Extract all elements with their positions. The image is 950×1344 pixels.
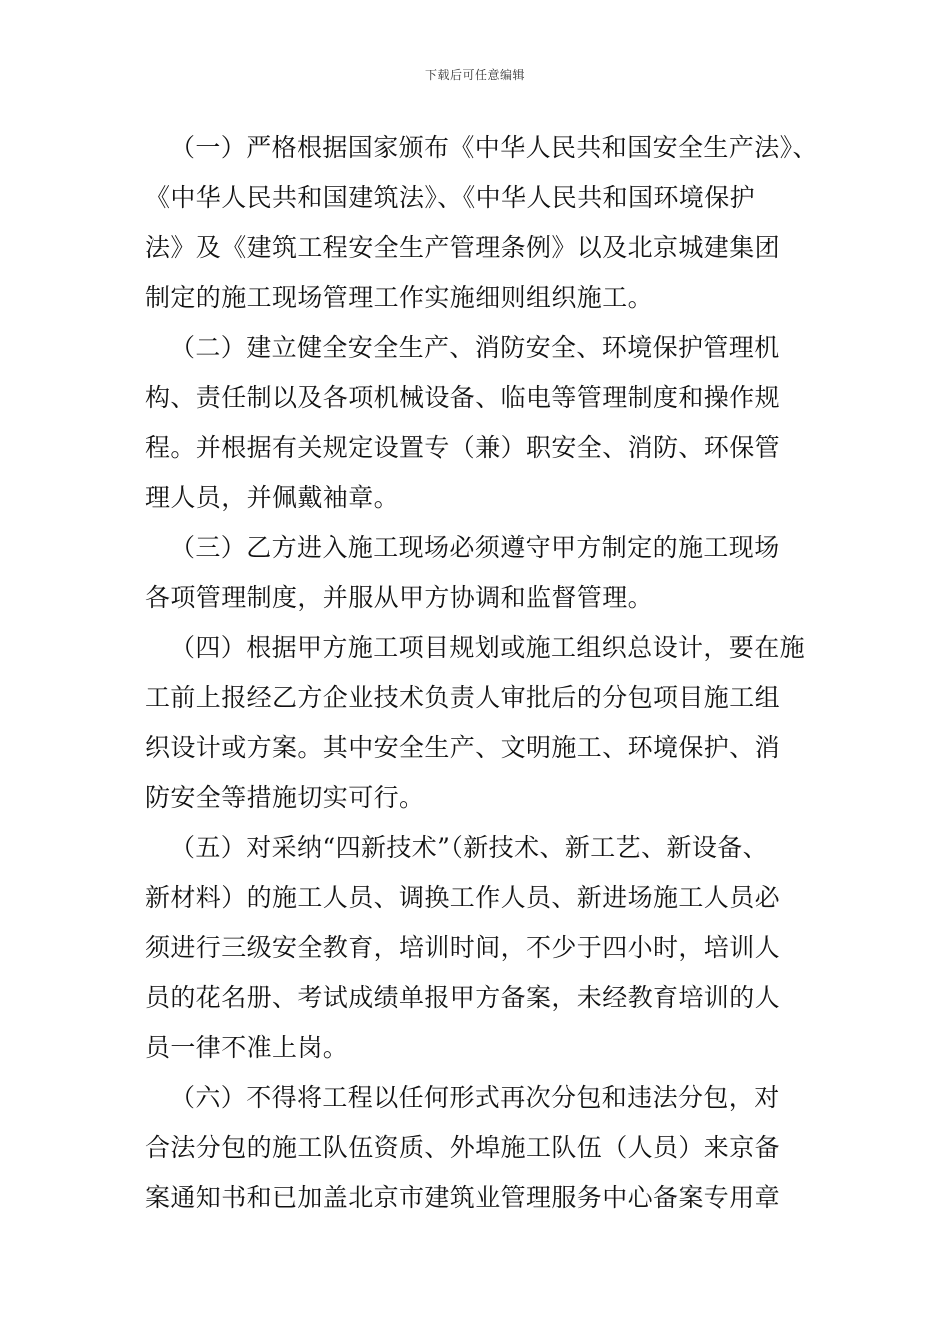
- body-line: 工前上报经乙方企业技术负责人审批后的分包项目施工组: [145, 683, 781, 712]
- body-line: 新材料）的施工人员、调换工作人员、新进场施工人员必: [145, 883, 781, 912]
- body-line: （三）乙方进入施工现场必须遵守甲方制定的施工现场: [170, 533, 780, 562]
- body-line: （二）建立健全安全生产、消防安全、环境保护管理机: [170, 333, 780, 362]
- body-line: 理人员，并佩戴袖章。: [145, 483, 400, 512]
- body-line: （一）严格根据国家颁布《中华人民共和国安全生产法》、: [170, 133, 818, 162]
- body-line: （五）对采纳“四新技术”（新技术、新工艺、新设备、: [170, 833, 769, 862]
- body-line: （六）不得将工程以任何形式再次分包和违法分包，对: [170, 1083, 780, 1112]
- body-line: 制定的施工现场管理工作实施细则组织施工。: [145, 283, 654, 312]
- body-line: 程。并根据有关规定设置专（兼）职安全、消防、环保管: [145, 433, 781, 462]
- body-line: 合法分包的施工队伍资质、外埠施工队伍（人员）来京备: [145, 1133, 781, 1162]
- body-line: 《中华人民共和国建筑法》、《中华人民共和国环境保护: [145, 183, 756, 212]
- body-line: 构、责任制以及各项机械设备、临电等管理制度和操作规: [145, 383, 781, 412]
- body-line: 各项管理制度，并服从甲方协调和监督管理。: [145, 583, 654, 612]
- body-line: 法》及《建筑工程安全生产管理条例》以及北京城建集团: [145, 233, 781, 262]
- body-line: 防安全等措施切实可行。: [145, 783, 425, 812]
- body-line: 员的花名册、考试成绩单报甲方备案，未经教育培训的人: [145, 983, 781, 1012]
- body-line: 织设计或方案。其中安全生产、文明施工、环境保护、消: [145, 733, 781, 762]
- body-line: 案通知书和已加盖北京市建筑业管理服务中心备案专用章: [145, 1183, 781, 1212]
- body-line: （四）根据甲方施工项目规划或施工组织总设计，要在施: [170, 633, 806, 662]
- header-note: 下载后可任意编辑: [424, 68, 525, 82]
- body-line: 须进行三级安全教育，培训时间，不少于四小时，培训人: [145, 933, 781, 962]
- body-line: 员一律不准上岗。: [145, 1033, 349, 1062]
